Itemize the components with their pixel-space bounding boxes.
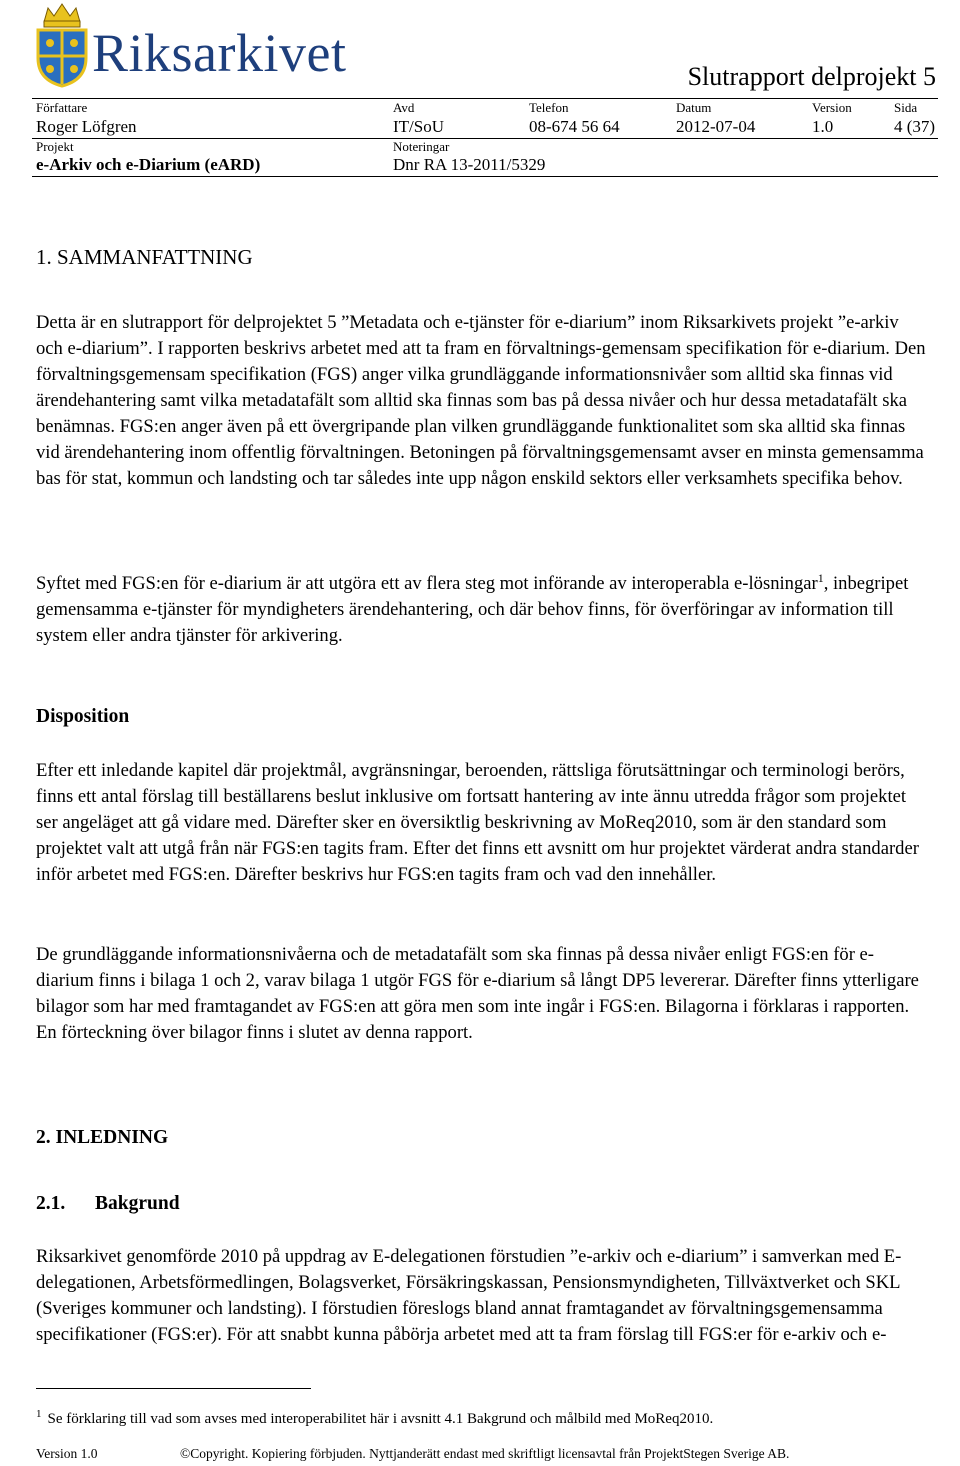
- project-value: e-Arkiv och e-Diarium (eARD): [36, 155, 261, 174]
- footnote-number: 1: [36, 1408, 42, 1420]
- org-name: Riksarkivet: [92, 23, 347, 83]
- section2-paragraph-1: Riksarkivet genomförde 2010 på uppdrag av E-delegationen förstudien ”e-arkiv och e-diarium” i samverkan med E-delegationen, Arbetsförmedlingen, Bolagsverket, Försäkringskassan, Pensionsmyndigheten, Tillväxtverket och SKL (Sveriges kommuner och landsting). I förstudien föreslogs bland annat framtagandet av förvaltningsgemensamma specifikationer (FGS:er). För att snabbt kunna påbörja arbetet med att ta fram förslag till FGS:er för e-arkiv och e-: [36, 1246, 902, 1345]
- phone-label: Telefon: [529, 100, 569, 115]
- author-label: Författare: [36, 100, 88, 115]
- date-value: 2012-07-04: [676, 117, 756, 136]
- version-label: Version: [812, 100, 852, 115]
- disposition-heading: Disposition: [36, 706, 130, 727]
- dept-value: IT/SoU: [393, 117, 444, 136]
- dept-label: Avd: [393, 100, 415, 115]
- author-value: Roger Löfgren: [36, 117, 137, 136]
- crest-icon: [32, 2, 92, 88]
- phone-value: 08-674 56 64: [529, 117, 620, 136]
- footnote: [36, 1405, 936, 1428]
- footnote-text: Se förklaring till vad som avses med interoperabilitet här i avsnitt 4.1 Bakgrund och målbild med MoReq2010.: [47, 1411, 714, 1427]
- section1-paragraph-2: [36, 571, 928, 649]
- subsection-title: Bakgrund: [95, 1193, 180, 1214]
- section2-heading: 2. INLEDNING: [36, 1127, 169, 1148]
- subsection-number: 2.1.: [36, 1193, 66, 1214]
- footer-copyright: ©Copyright. Kopiering förbjuden. Nyttjanderätt endast med skriftligt licensavtal från ProjektStegen Sverige AB.: [180, 1446, 790, 1461]
- version-value: 1.0: [812, 117, 834, 136]
- section1-p2-after: , inbegripet gemensamma e-tjänster för myndigheters ärendehantering, och där behov finns, för överföringar av information till system eller andra tjänster för arkivering.: [36, 573, 909, 646]
- footer-version: Version 1.0: [36, 1446, 98, 1461]
- page-value: 4 (37): [894, 117, 936, 136]
- footnote-ref[interactable]: 1: [817, 570, 824, 585]
- date-label: Datum: [676, 100, 712, 115]
- section1-paragraph-1: Detta är en slutrapport för delprojektet 5 ”Metadata och e-tjänster för e-diarium” inom Riksarkivets projekt ”e-arkiv och e-diarium”. I rapporten beskrivs arbetet med att ta fram en förvaltnings-gemensam specifikation för e-diarium. Den förvaltningsgemensam specifikation (FGS) anger vilka grundläggande informationsnivåer som alltid ska finnas vid ärendehantering samt vilka metadatafält som alltid ska finnas som bas på dessa nivåer och hur dessa metadatafält ska benämnas. FGS:en anger även på ett övergripande plan vilken grundläggande funktionalitet som ska alltid ska finnas vid ärendehantering inom offentlig förvaltningen. Betoningen på förvaltningsgemensamt avser en minsta gemensamma bas för stat, kommun och landsting och tar således inte upp någon enskild sektors eller verksamhets specifika behov.: [36, 312, 926, 489]
- section1-heading: 1. SAMMANFATTNING: [36, 245, 253, 269]
- footnote-separator: [36, 1388, 311, 1389]
- header-rule-top: [32, 98, 938, 99]
- notes-label: Noteringar: [393, 139, 450, 154]
- header-rule-bottom: [32, 176, 938, 177]
- disposition-paragraph-2: De grundläggande informationsnivåerna och de metadatafält som ska finnas på dessa nivåer enligt FGS:en för e-diarium finns i bilaga 1 och 2, varav bilaga 1 utgör FGS för e-diarium så långt DP5 levererar. Därefter finns ytterligare bilagor som har med framtagandet av FGS:en att göra men som inte ingår i FGS:en. Bilagorna i förklaras i rapporten. En förteckning över bilagor finns i slutet av denna rapport.: [36, 944, 919, 1043]
- disposition-paragraph-1: Efter ett inledande kapitel där projektmål, avgränsningar, beroenden, rättsliga förutsättningar och terminologi berörs, finns ett antal förslag till beställarens beslut inklusive om fortsatt hantering av inte ännu utredda frågor som projektet ser angeläget att gå vidare med. Därefter sker en översiktlig beskrivning av MoReq2010, som är den standard som projektet valt att utgå från när FGS:en tagits fram. Efter det finns ett avsnitt om hur projektet värderat andra standarder inför arbetet med FGS:en. Därefter beskrivs hur FGS:en tagits fram och vad den innehåller.: [36, 760, 919, 885]
- report-title: Slutrapport delprojekt 5: [687, 62, 936, 91]
- notes-value: Dnr RA 13-2011/5329: [393, 155, 546, 174]
- header-rule-mid: [32, 138, 938, 139]
- page-label: Sida: [894, 100, 918, 115]
- project-label: Projekt: [36, 139, 74, 154]
- section1-p2-before: Syftet med FGS:en för e-diarium är att utgöra ett av flera steg mot införande av interoperabla e-lösningar: [36, 573, 818, 594]
